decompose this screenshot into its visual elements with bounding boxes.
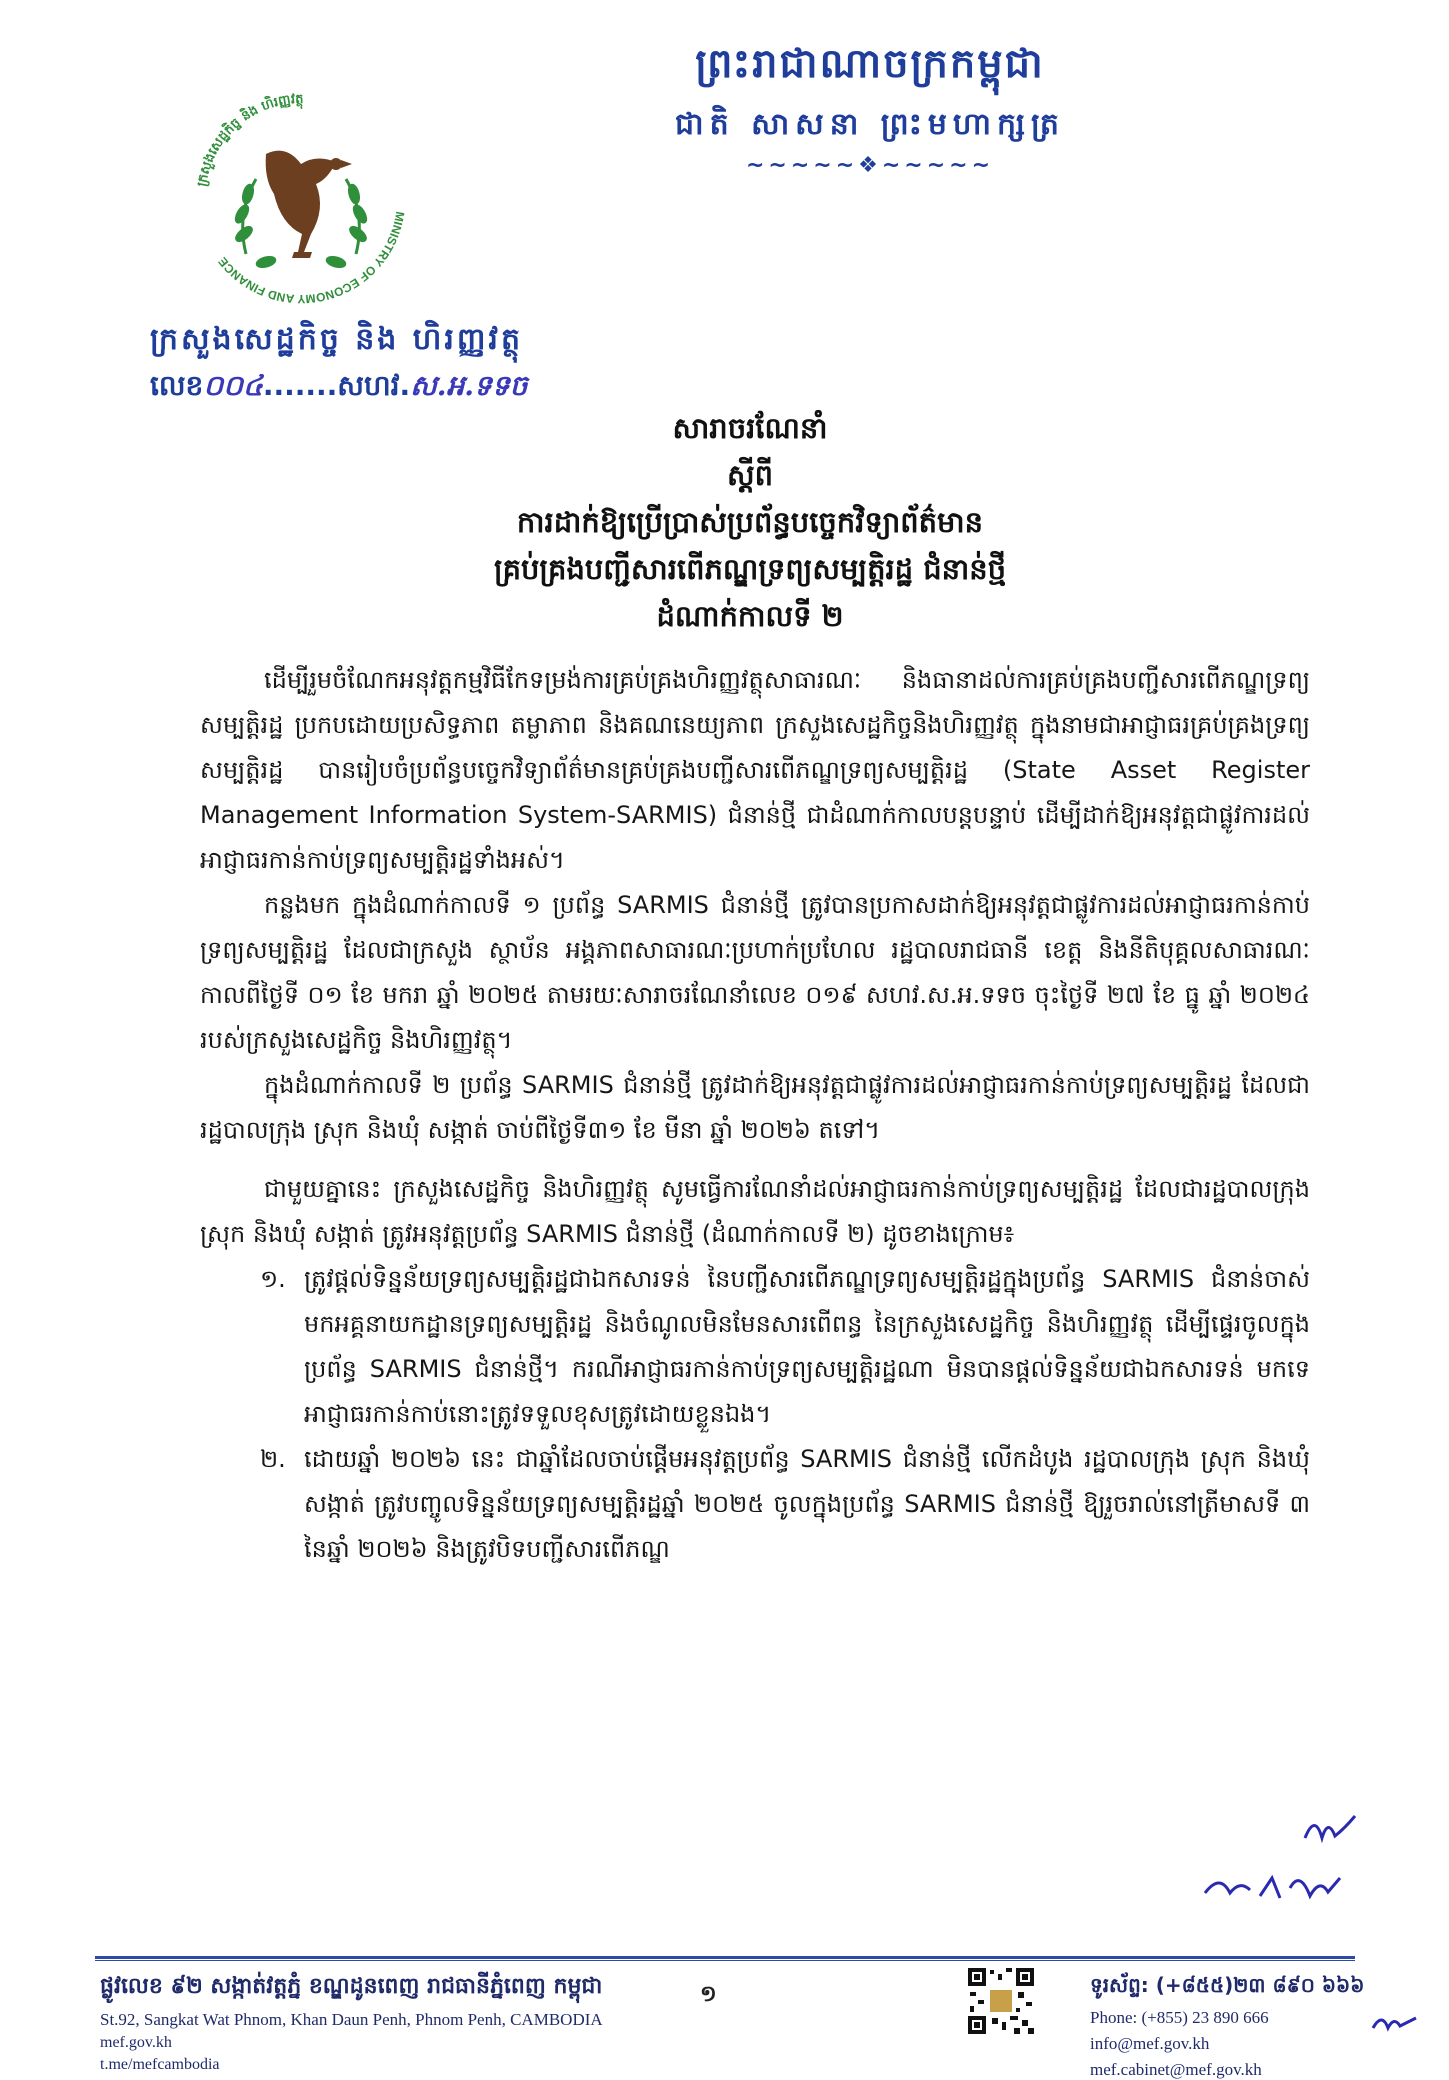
header-ornament: ~~~~~❖~~~~~ (745, 153, 995, 178)
website-link[interactable]: mef.gov.kh (100, 2034, 172, 2051)
title-line-1: សារាចរណែនាំ (672, 411, 828, 445)
ministry-logo (186, 84, 416, 314)
list-item-number: ១. (260, 1265, 286, 1293)
footer-address (100, 1972, 620, 2074)
email-info-link[interactable]: info@mef.gov.kh (1090, 2034, 1210, 2053)
list-item (260, 1437, 1310, 1572)
footer-initial-icon (1370, 2008, 1420, 2038)
ref-dots: ....... (262, 369, 338, 402)
address-kh: ផ្លូវលេខ ៩២ សង្កាត់វត្តភ្នំ ខណ្ឌដូនពេញ រាជធានីភ្នំពេញ កម្ពុជា (100, 1974, 603, 1999)
national-motto: ជាតិ សាសនា ព្រះមហាក្សត្រ (675, 107, 1065, 142)
list-item (260, 1257, 1310, 1437)
page-number: ១ (700, 1982, 717, 2007)
ministry-seal-icon (186, 84, 416, 314)
footer-contact (1090, 1972, 1390, 2080)
list-item-text: ដោយឆ្នាំ ២០២៦ នេះ ជាឆ្នាំដែលចាប់ផ្តើមអនុវត្តប្រព័ន្ធ SARMIS ជំនាន់ថ្មី លើកដំបូង រដ្ឋបាលក្រុង ស្រុក និងឃុំ សង្កាត់ ត្រូវបញ្ចូលទិន្នន័យទ្រព្យសម្បត្តិរដ្ឋឆ្នាំ ២០២៥ ចូលក្នុងប្រព័ន្ធ SARMIS ជំនាន់ថ្មី ឱ្យរួចរាល់នៅត្រីមាសទី ៣ នៃឆ្នាំ ២០២៦ និងត្រូវបិទបញ្ជីសារពើភណ្ឌ (304, 1445, 1310, 1563)
margin-initial-icon (1300, 1808, 1360, 1848)
paragraph-4: ជាមួយគ្នានេះ ក្រសួងសេដ្ឋកិច្ច និងហិរញ្ញវត្ថុ សូមធ្វើការណែនាំដល់អាជ្ញាធរកាន់កាប់ទ្រព្យសម្បត្តិរដ្ឋ ដែលជារដ្ឋបាលក្រុង ស្រុក និងឃុំ សង្កាត់ ត្រូវអនុវត្តប្រព័ន្ធ SARMIS ជំនាន់ថ្មី (ដំណាក់កាលទី ២) ដូចខាងក្រោម៖ (200, 1175, 1310, 1248)
title-line-2: ស្តីពី (726, 458, 774, 492)
footer-divider-thin (95, 1960, 1355, 1961)
paragraph-3: ក្នុងដំណាក់កាលទី ២ ប្រព័ន្ធ SARMIS ជំនាន់ថ្មី ត្រូវដាក់ឱ្យអនុវត្តជាផ្លូវការដល់អាជ្ញាធរកាន់កាប់ទ្រព្យសម្បត្តិរដ្ឋ ដែលជារដ្ឋបាលក្រុង ស្រុក និងឃុំ សង្កាត់ ចាប់ពីថ្ងៃទី៣១ ខែ មីនា ឆ្នាំ ២០២៦ តទៅ។ (200, 1071, 1310, 1144)
ref-number: ០០៤ (203, 369, 263, 402)
document-body (200, 658, 1310, 1572)
paragraph-1: ដើម្បីរួមចំណែកអនុវត្តកម្មវិធីកែទម្រង់ការគ្រប់គ្រងហិរញ្ញវត្ថុសាធារណៈ និងធានាដល់ការគ្រប់គ្រងបញ្ជីសារពើភណ្ឌទ្រព្យសម្បត្តិរដ្ឋ ប្រកបដោយប្រសិទ្ធភាព តម្លាភាព និងគណនេយ្យភាព ក្រសួងសេដ្ឋកិច្ចនិងហិរញ្ញវត្ថុ ក្នុងនាមជាអាជ្ញាធរគ្រប់គ្រងទ្រព្យសម្បត្តិរដ្ឋ បានរៀបចំប្រព័ន្ធបច្ចេកវិទ្យាព័ត៌មានគ្រប់គ្រងបញ្ជីសារពើភណ្ឌទ្រព្យសម្បត្តិរដ្ឋ (State Asset Register Management Information System-SARMIS) ជំនាន់ថ្មី ជាដំណាក់កាលបន្តបន្ទាប់ ដើម្បីដាក់ឱ្យអនុវត្តជាផ្លូវការដល់អាជ្ញាធរកាន់កាប់ទ្រព្យសម្បត្តិរដ្ឋទាំងអស់។ (200, 666, 1310, 874)
phone-en: Phone: (+855) 23 890 666 (1090, 2008, 1269, 2027)
ref-prefix: លេខ (150, 369, 204, 402)
title-line-5: ដំណាក់កាលទី ២ (656, 599, 844, 633)
ref-suffix: សហវ. (337, 369, 411, 402)
address-en: St.92, Sangkat Wat Phnom, Khan Daun Penh, Phnom Penh, CAMBODIA (100, 2010, 603, 2029)
footer-divider (95, 1956, 1355, 1959)
kingdom-header (520, 38, 1220, 178)
title-line-4: គ្រប់គ្រងបញ្ជីសារពើភណ្ឌទ្រព្យសម្បត្តិរដ្ឋ ជំនាន់ថ្មី (493, 552, 1007, 586)
ref-handwritten: ស.អ.ទទច (410, 369, 528, 402)
list-item-text: ត្រូវផ្តល់ទិន្នន័យទ្រព្យសម្បត្តិរដ្ឋជាឯកសារទន់ នៃបញ្ជីសារពើភណ្ឌទ្រព្យសម្បត្តិរដ្ឋក្នុងប្រព័ន្ធ SARMIS ជំនាន់ចាស់ មកអគ្គនាយកដ្ឋានទ្រព្យសម្បត្តិរដ្ឋ និងចំណូលមិនមែនសារពើពន្ធ នៃក្រសួងសេដ្ឋកិច្ច និងហិរញ្ញវត្ថុ ដើម្បីផ្ទេរចូលក្នុងប្រព័ន្ធ SARMIS ជំនាន់ថ្មី។ ករណីអាជ្ញាធរកាន់កាប់ទ្រព្យសម្បត្តិរដ្ឋណា មិនបានផ្តល់ទិន្នន័យជាឯកសារទន់ មកទេ អាជ្ញាធរកាន់កាប់នោះត្រូវទទួលខុសត្រូវដោយខ្លួនឯង។ (304, 1265, 1310, 1428)
phone-kh: ទូរស័ព្ទ: (+៨៥៥)២៣ ៨៩០ ៦៦៦ (1090, 1973, 1365, 1997)
svg-text:ក្រសួងសេដ្ឋកិច្ច និង ហិរញ្ញវត្: ក្រសួងសេដ្ឋកិច្ច និង ហិរញ្ញវត្ថុ (194, 91, 304, 188)
paragraph-2: កន្លងមក ក្នុងដំណាក់កាលទី ១ ប្រព័ន្ធ SARMIS ជំនាន់ថ្មី ត្រូវបានប្រកាសដាក់ឱ្យអនុវត្តជាផ្លូវការដល់អាជ្ញាធរកាន់កាប់ទ្រព្យសម្បត្តិរដ្ឋ ដែលជាក្រសួង ស្ថាប័ន អង្គភាពសាធារណៈប្រហាក់ប្រហែល រដ្ឋបាលរាជធានី ខេត្ត និងនីតិបុគ្គលសាធារណៈ កាលពីថ្ងៃទី ០១ ខែ មករា ឆ្នាំ ២០២៥ តាមរយៈសារាចរណែនាំលេខ ០១៩ សហវ.ស.អ.ទទច ចុះថ្ងៃទី ២៧ ខែ ធ្នូ ឆ្នាំ ២០២៤ របស់ក្រសួងសេដ្ឋកិច្ច និងហិរញ្ញវត្ថុ។ (200, 891, 1310, 1054)
reference-number (150, 368, 570, 409)
qr-code-icon[interactable] (966, 1966, 1036, 2036)
kingdom-title: ព្រះរាជាណាចក្រកម្ពុជា (695, 41, 1045, 87)
initials-signature-icon (1200, 1868, 1350, 1908)
svg-text:MINISTRY OF ECONOMY AND FINANC: MINISTRY OF ECONOMY AND FINANCE (215, 210, 408, 307)
document-title (300, 405, 1200, 640)
ministry-name: ក្រសួងសេដ្ឋកិច្ច និង ហិរញ្ញវត្ថុ (150, 322, 523, 357)
telegram-link[interactable]: t.me/mefcambodia (100, 2056, 220, 2073)
title-line-3: ការដាក់ឱ្យប្រើប្រាស់ប្រព័ន្ធបច្ចេកវិទ្យាព័ត៌មាន (516, 505, 984, 539)
list-item-number: ២. (260, 1445, 286, 1473)
email-cabinet-link[interactable]: mef.cabinet@mef.gov.kh (1090, 2060, 1262, 2079)
